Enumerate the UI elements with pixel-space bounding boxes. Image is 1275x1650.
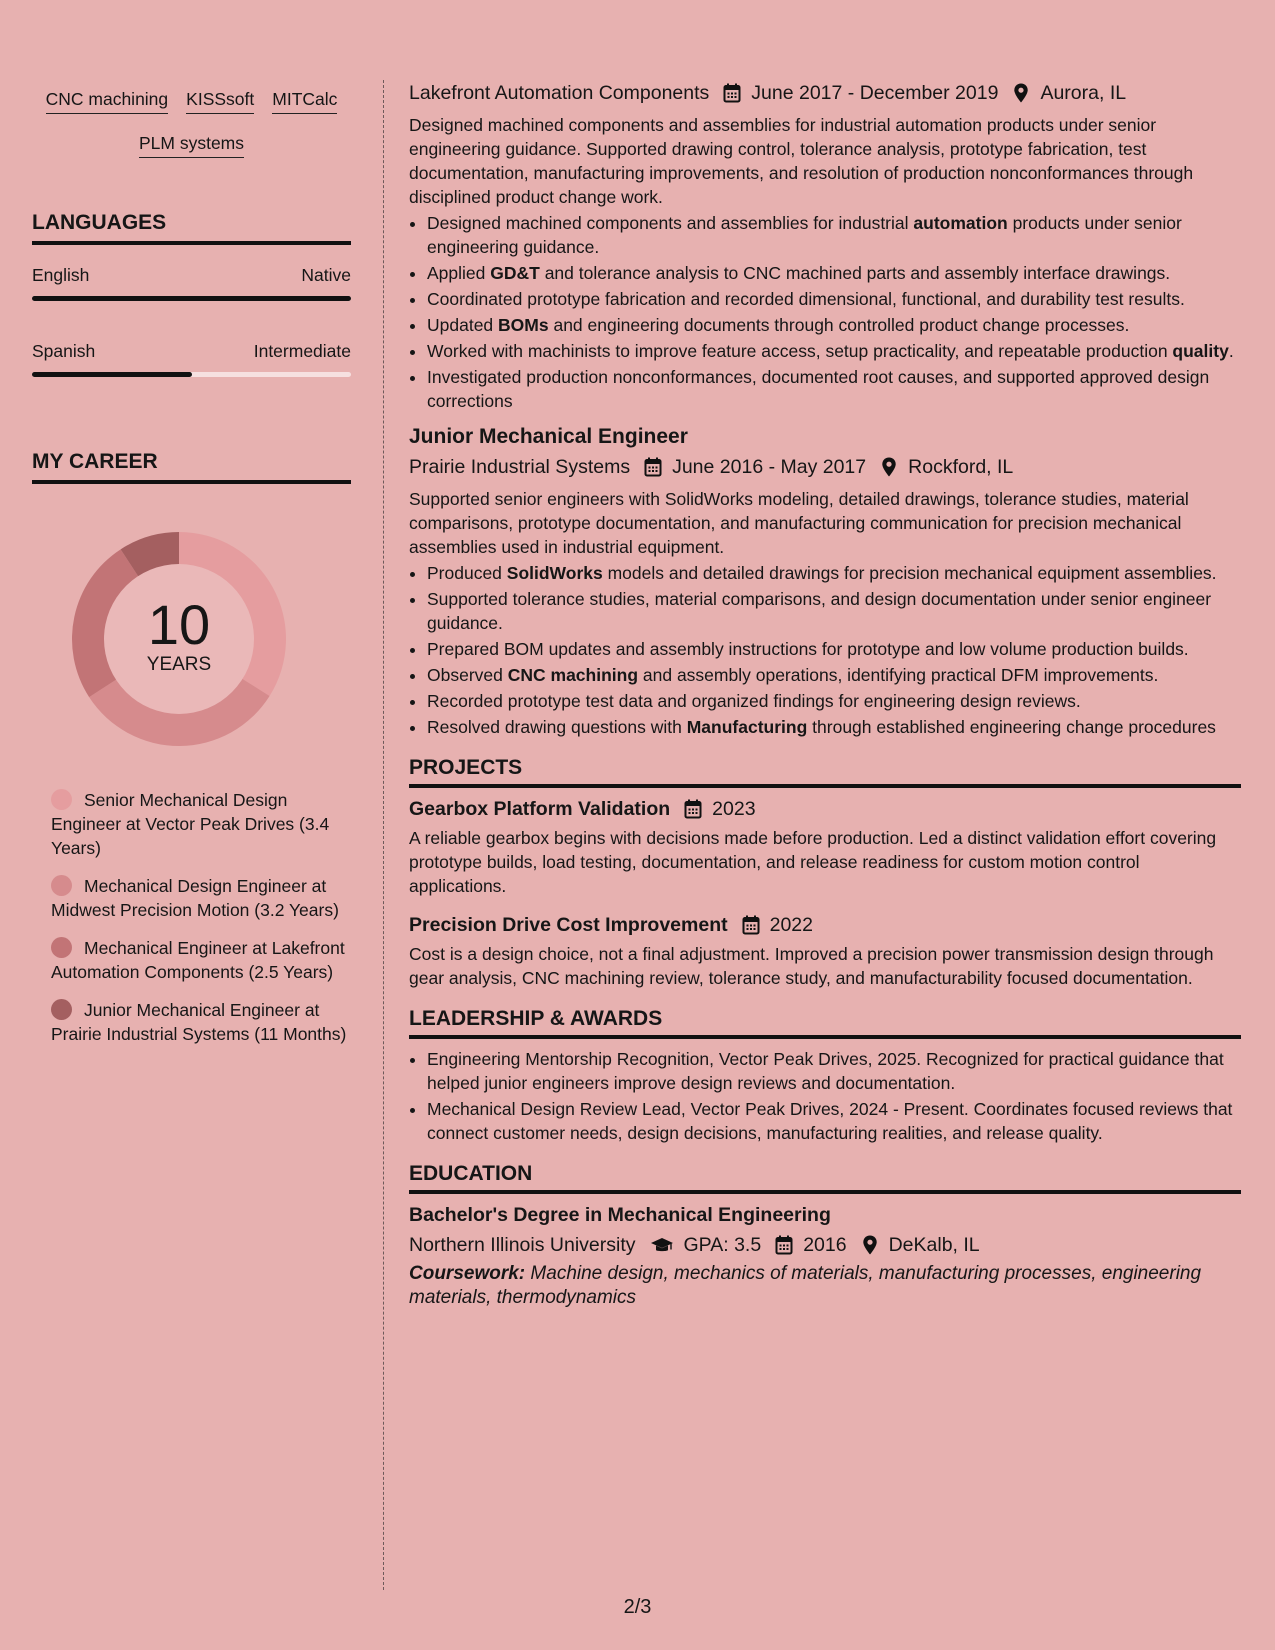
legend-dot [51,875,72,896]
bullet-text: models and detailed drawings for precision mechanical equipment assemblies. [602,563,1217,583]
school-name: Northern Illinois University [409,1234,636,1256]
language-row [32,340,351,362]
bullet-text: Designed machined components and assemblies for industrial [427,213,914,233]
coursework-label: Coursework: [409,1263,526,1284]
job-description: Designed machined components and assemblies for industrial automation products under senior engineering guidance. Supported drawing control, tolerance analysis, prototype fabrication, test documentation, manufacturing improvements, and resolution of production nonconformances through disciplined product change work. [409,115,1194,207]
skill-tag: CNC machining [46,88,169,114]
education-heading: EDUCATION [409,1160,1241,1194]
leadership-heading: LEADERSHIP & AWARDS [409,1005,1241,1039]
bullet-keyword: Manufacturing [686,717,808,737]
skills-list [32,88,351,158]
career-legend-label: Junior Mechanical Engineer at Prairie Industrial Systems (11 Months) [51,1000,347,1044]
career-legend-item [51,998,351,1046]
degree-title: Bachelor's Degree in Mechanical Engineering [409,1204,831,1226]
career-legend-label: Mechanical Design Engineer at Midwest Precision Motion (3.2 Years) [51,876,339,920]
coursework [409,1262,1241,1310]
career-legend-item [51,874,351,922]
languages-heading: LANGUAGES [32,210,351,245]
bullet-keyword: quality [1172,341,1229,361]
bullet-text: through established engineering change procedures [807,717,1216,737]
project-header [409,796,1241,822]
project-title: Precision Drive Cost Improvement [409,914,728,936]
bullet-item [427,339,1241,363]
project-title: Gearbox Platform Validation [409,798,671,820]
coursework-text: Machine design, mechanics of materials, manufacturing processes, engineering materials, thermodynamics [409,1263,1202,1308]
education-meta [409,1232,1241,1258]
language-row [32,264,351,286]
bullet-text: Produced [427,563,507,583]
bullet-text: and assembly operations, identifying practical DFM improvements. [638,665,1159,685]
bullet-item [427,211,1241,259]
project-year: 2022 [769,914,813,936]
location-pin-icon [861,1235,879,1255]
career-legend-item [51,936,351,984]
bullet-text: Resolved drawing questions with [427,717,687,737]
calendar-icon [723,83,741,103]
project-year: 2023 [712,798,756,820]
project-header [409,912,1241,938]
career-legend-label: Senior Mechanical Design Engineer at Vector Peak Drives (3.4 Years) [51,790,330,858]
bullet-keyword: CNC machining [507,665,639,685]
language-level: Native [301,265,351,285]
career-legend [51,788,351,1046]
language-proficiency-fill [32,372,192,377]
location-pin-icon [1012,83,1030,103]
calendar-icon [644,457,662,477]
leadership-item: • Mechanical Design Review Lead, Vector Peak Drives, 2024 - Present. Coordinates focused reviews that connect customer needs, design decisions, manufacturing realities, and release quality. [427,1097,1241,1145]
bullet-item [427,715,1241,739]
calendar-icon [684,799,702,819]
language-proficiency-bar [32,372,351,377]
job-bullets [409,561,1241,739]
graduation-cap-icon [650,1235,674,1255]
sidebar [32,80,351,1060]
bullet-text: products under senior engineering guidance. [427,213,1182,257]
bullet-item: • Recorded prototype test data and organized findings for engineering design reviews. [427,689,1241,713]
language-proficiency-bar [32,296,351,301]
calendar-icon [742,915,760,935]
gpa: GPA: 3.5 [683,1234,762,1256]
bullet-text: and tolerance analysis to CNC machined parts and assembly interface drawings. [539,263,1171,283]
project-description: A reliable gearbox begins with decisions made before production. Led a distinct validation effort covering prototype builds, load testing, documentation, and release readiness for custom motion control applications. [409,828,1217,896]
legend-dot [51,937,72,958]
bullet-text: Applied [427,263,491,283]
bullet-text: . [1228,341,1234,361]
calendar-icon [775,1235,793,1255]
bullet-item [427,561,1241,585]
career-total-unit: YEARS [146,654,212,675]
legend-dot [51,999,72,1020]
bullet-keyword: SolidWorks [506,563,603,583]
career-total-years: 10 [147,593,211,656]
job-meta [409,454,1241,480]
bullet-item [427,261,1241,285]
page-number: 2/3 [623,1596,652,1618]
bullet-item: • Prepared BOM updates and assembly instructions for prototype and low volume production builds. [427,637,1241,661]
projects-heading: PROJECTS [409,754,1241,788]
job-title: Junior Mechanical Engineer [409,425,688,448]
language-proficiency-fill [32,296,351,301]
job-bullets [409,211,1241,413]
bullet-text: Worked with machinists to improve feature access, setup practicality, and repeatable production [427,341,1173,361]
skill-tag: KISSsoft [186,88,254,114]
career-legend-label: Mechanical Engineer at Lakefront Automation Components (2.5 Years) [51,938,345,982]
school-location: DeKalb, IL [888,1234,980,1256]
job-meta [409,80,1241,106]
bullet-text: Observed [427,665,508,685]
leadership-item: • Engineering Mentorship Recognition, Vector Peak Drives, 2025. Recognized for practical guidance that helped junior engineers improve design reviews and documentation. [427,1047,1241,1095]
main-column [409,80,1241,1310]
bullet-item: • Coordinated prototype fabrication and recorded dimensional, functional, and durability test results. [427,287,1241,311]
job-location: Aurora, IL [1040,82,1127,104]
language-level: Intermediate [253,341,351,361]
bullet-text: and engineering documents through controlled product change processes. [548,315,1130,335]
bullet-item [427,663,1241,687]
career-legend-item [51,788,351,860]
project-description: Cost is a design choice, not a final adjustment. Improved a precision power transmission design through gear analysis, CNC machining review, tolerance study, and manufacturability focused documentation. [409,944,1214,988]
bullet-item: • Investigated production nonconformances, documented root causes, and supported approved design corrections [427,365,1241,413]
career-heading: MY CAREER [32,449,351,484]
bullet-keyword: BOMs [498,315,549,335]
bullet-item [427,313,1241,337]
job-dates: June 2017 - December 2019 [751,82,999,104]
skill-tag: PLM systems [139,132,244,158]
leadership-list [409,1047,1241,1145]
company-name: Prairie Industrial Systems [409,456,631,478]
graduation-year: 2016 [803,1234,847,1256]
job-dates: June 2016 - May 2017 [672,456,867,478]
career-donut-chart [64,524,294,754]
job-location: Rockford, IL [908,456,1014,478]
bullet-keyword: automation [913,213,1008,233]
bullet-item: • Supported tolerance studies, material comparisons, and design documentation under senior engineer guidance. [427,587,1241,635]
donut-center-label [64,593,294,676]
bullet-keyword: GD&T [490,263,540,283]
column-divider [383,80,384,1590]
language-name: Spanish [32,341,96,361]
language-name: English [32,265,90,285]
bullet-text: Updated [427,315,499,335]
skill-tag: MITCalc [272,88,337,114]
job-description: Supported senior engineers with SolidWorks modeling, detailed drawings, tolerance studies, material comparisons, prototype documentation, and manufacturing communication for precision mechanical assemblies used in industrial equipment. [409,489,1189,557]
legend-dot [51,789,72,810]
location-pin-icon [880,457,898,477]
company-name: Lakefront Automation Components [409,82,710,104]
